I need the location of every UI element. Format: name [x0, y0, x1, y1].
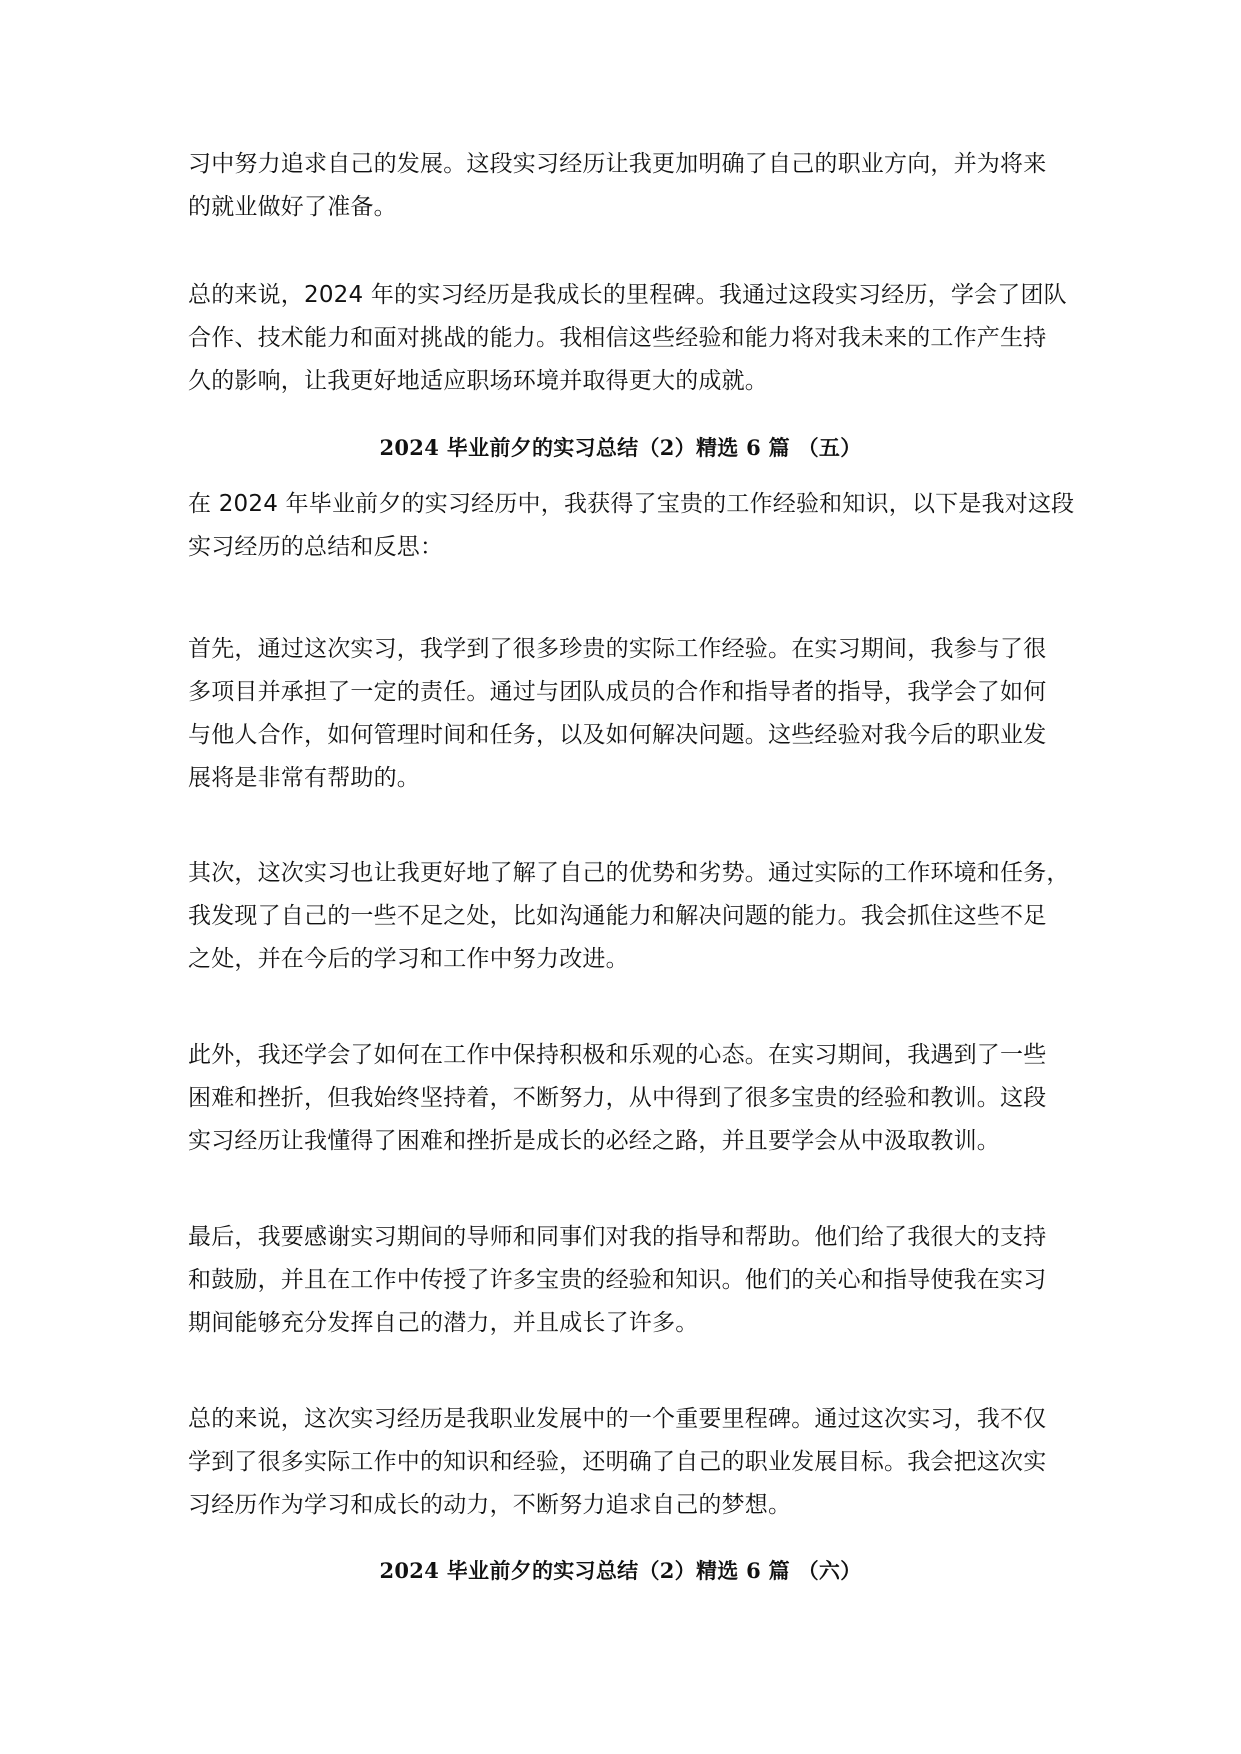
text-line: 实习经历让我懂得了困难和挫折是成长的必经之路，并且要学会从中汲取教训。 — [188, 1128, 1000, 1154]
text-line: 首先，通过这次实习，我学到了很多珍贵的实际工作经验。在实习期间，我参与了很 — [188, 636, 1047, 662]
text-line: 总的来说，这次实习经历是我职业发展中的一个重要里程碑。通过这次实习，我不仅 — [188, 1406, 1047, 1432]
text-line: 的就业做好了准备。 — [188, 194, 397, 220]
text-line: 学到了很多实际工作中的知识和经验，还明确了自己的职业发展目标。我会把这次实 — [188, 1449, 1047, 1475]
paragraph-first — [188, 628, 1088, 800]
paragraph-intro — [188, 483, 1088, 569]
text-line: 此外，我还学会了如何在工作中保持积极和乐观的心态。在实习期间，我遇到了一些 — [188, 1042, 1047, 1068]
text-line: 多项目并承担了一定的责任。通过与团队成员的合作和指导者的指导，我学会了如何 — [188, 679, 1047, 705]
text-line: 最后，我要感谢实习期间的导师和同事们对我的指导和帮助。他们给了我很大的支持 — [188, 1224, 1047, 1250]
paragraph-third — [188, 1034, 1088, 1163]
text-line: 我发现了自己的一些不足之处，比如沟通能力和解决问题的能力。我会抓住这些不足 — [188, 903, 1047, 929]
paragraph-continuation — [188, 143, 1088, 229]
text-line: 习中努力追求自己的发展。这段实习经历让我更加明确了自己的职业方向，并为将来 — [188, 151, 1047, 177]
section-heading-6: 2024 毕业前夕的实习总结（2）精选 6 篇 （六） — [379, 1558, 862, 1583]
text-line: 困难和挫折，但我始终坚持着，不断努力，从中得到了很多宝贵的经验和教训。这段 — [188, 1085, 1047, 1111]
text-line: 和鼓励，并且在工作中传授了许多宝贵的经验和知识。他们的关心和指导使我在实习 — [188, 1267, 1047, 1293]
section-heading-5: 2024 毕业前夕的实习总结（2）精选 6 篇 （五） — [379, 435, 862, 460]
paragraph-summary-1 — [188, 274, 1088, 403]
paragraph-second — [188, 852, 1088, 981]
text-line: 展将是非常有帮助的。 — [188, 765, 420, 791]
text-line: 合作、技术能力和面对挑战的能力。我相信这些经验和能力将对我未来的工作产生持 — [188, 325, 1047, 351]
text-line: 实习经历的总结和反思： — [188, 534, 444, 560]
text-line: 期间能够充分发挥自己的潜力，并且成长了许多。 — [188, 1310, 699, 1336]
text-line: 久的影响，让我更好地适应职场环境并取得更大的成就。 — [188, 368, 768, 394]
paragraph-fourth — [188, 1216, 1088, 1345]
text-line: 总的来说，2024 年的实习经历是我成长的里程碑。我通过这段实习经历，学会了团队 — [188, 282, 1067, 308]
paragraph-conclusion — [188, 1398, 1088, 1527]
text-line: 在 2024 年毕业前夕的实习经历中，我获得了宝贵的工作经验和知识，以下是我对这段 — [188, 491, 1075, 517]
text-line: 与他人合作，如何管理时间和任务，以及如何解决问题。这些经验对我今后的职业发 — [188, 722, 1047, 748]
text-line: 之处，并在今后的学习和工作中努力改进。 — [188, 946, 629, 972]
text-line: 习经历作为学习和成长的动力，不断努力追求自己的梦想。 — [188, 1492, 792, 1518]
text-line: 其次，这次实习也让我更好地了解了自己的优势和劣势。通过实际的工作环境和任务， — [188, 860, 1070, 886]
